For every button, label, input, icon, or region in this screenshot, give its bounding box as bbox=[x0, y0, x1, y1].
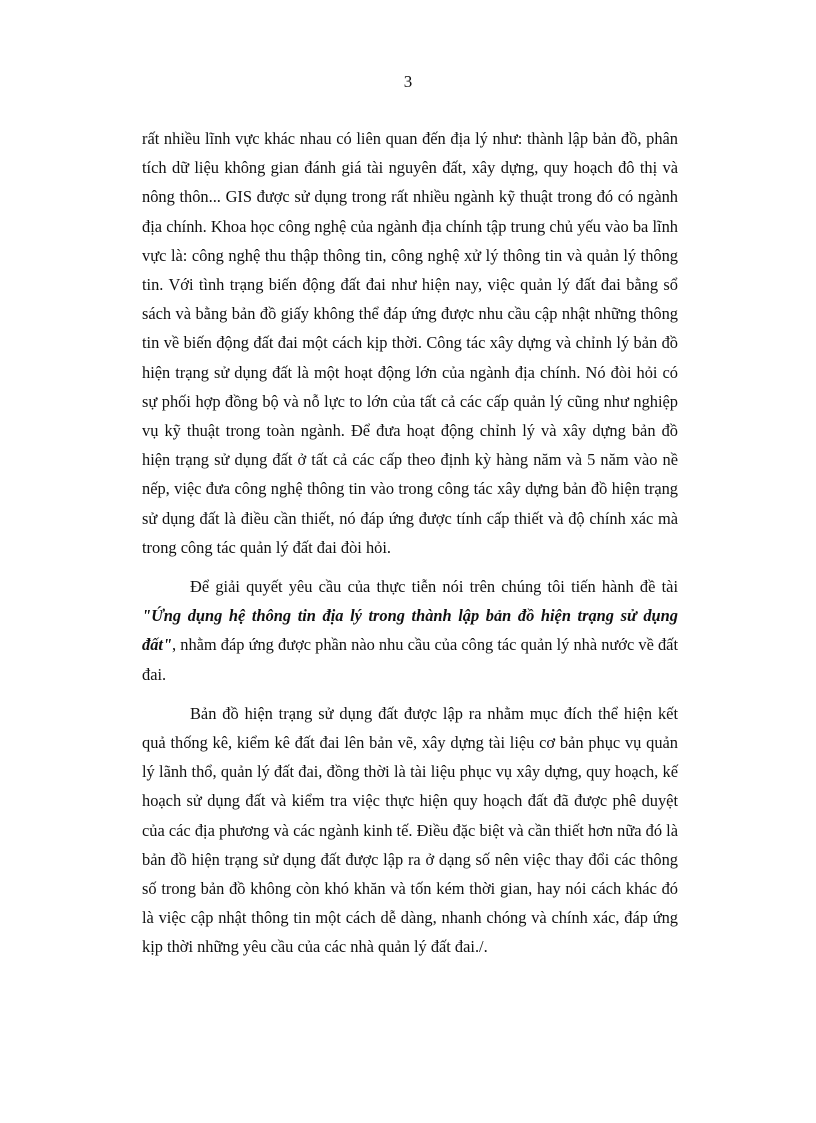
thesis-title: "Ứng dụng hệ thông tin địa lý trong thành lập bản đồ hiện trạng sử dụng đất" bbox=[142, 606, 678, 655]
paragraph-2 bbox=[142, 572, 678, 689]
paragraph-3: Bản đồ hiện trạng sử dụng đất được lập ra nhằm mục đích thể hiện kết quả thống kê, kiểm kê đất đai lên bản vẽ, xây dựng tài liệu cơ bản phục vụ quản lý lãnh thổ, quản lý đất đai, đồng thời là tài liệu phục vụ xây dựng, quy hoạch, kế hoạch sử dụng đất và kiểm tra việc thực hiện quy hoạch đất đã được phê duyệt của các địa phương và các ngành kinh tế. Điều đặc biệt và cần thiết hơn nữa đó là bản đồ hiện trạng sử dụng đất được lập ra ở dạng số nên việc thay đổi các thông số trong bản đồ không còn khó khăn và tốn kém thời gian, hay nói cách khác đó là việc cập nhật thông tin một cách dễ dàng, nhanh chóng và chính xác, đáp ứng kịp thời những yêu cầu của các nhà quản lý đất đai./. bbox=[142, 703, 678, 957]
paragraph-2-prefix: Để giải quyết yêu cầu của thực tiễn nói trên chúng tôi tiến hành đề tài bbox=[190, 577, 678, 597]
paragraph-2-suffix: , nhằm đáp ứng được phần nào nhu cầu của công tác quản lý nhà nước về đất đai. bbox=[142, 635, 678, 684]
body-text bbox=[142, 124, 678, 962]
paragraph-1: rất nhiều lĩnh vực khác nhau có liên quan đến địa lý như: thành lập bản đồ, phân tích dữ liệu không gian đánh giá tài nguyên đất, xây dựng, quy hoạch đô thị và nông thôn... GIS được sử dụng trong rất nhiều ngành kỹ thuật trong đó có ngành địa chính. Khoa học công nghệ của ngành địa chính tập trung chủ yếu vào ba lĩnh vực là: công nghệ thu thập thông tin, công nghệ xử lý thông tin và quản lý thông tin. Với tình trạng biến động đất đai như hiện nay, việc quản lý đất đai bằng sổ sách và bằng bản đồ giấy không thể đáp ứng được nhu cầu cập nhật những thông tin về biến động đất đai một cách kịp thời. Công tác xây dựng và chỉnh lý bản đồ hiện trạng sử dụng đất là một hoạt động lớn của ngành địa chính. Nó đòi hỏi có sự phối hợp đồng bộ và nỗ lực to lớn của tất cả các cấp quản lý cũng như nghiệp vụ kỹ thuật trong toàn ngành. Để đưa hoạt động chỉnh lý và xây dựng bản đồ hiện trạng sử dụng đất ở tất cả các cấp theo định kỳ hàng năm và 5 năm vào nề nếp, việc đưa công nghệ thông tin vào trong công tác xây dựng bản đồ hiện trạng sử dụng đất là điều cần thiết, nó đáp ứng được tính cấp thiết và độ chính xác mà trong công tác quản lý đất đai đòi hỏi. bbox=[142, 129, 678, 557]
page-number: 3 bbox=[403, 72, 413, 91]
